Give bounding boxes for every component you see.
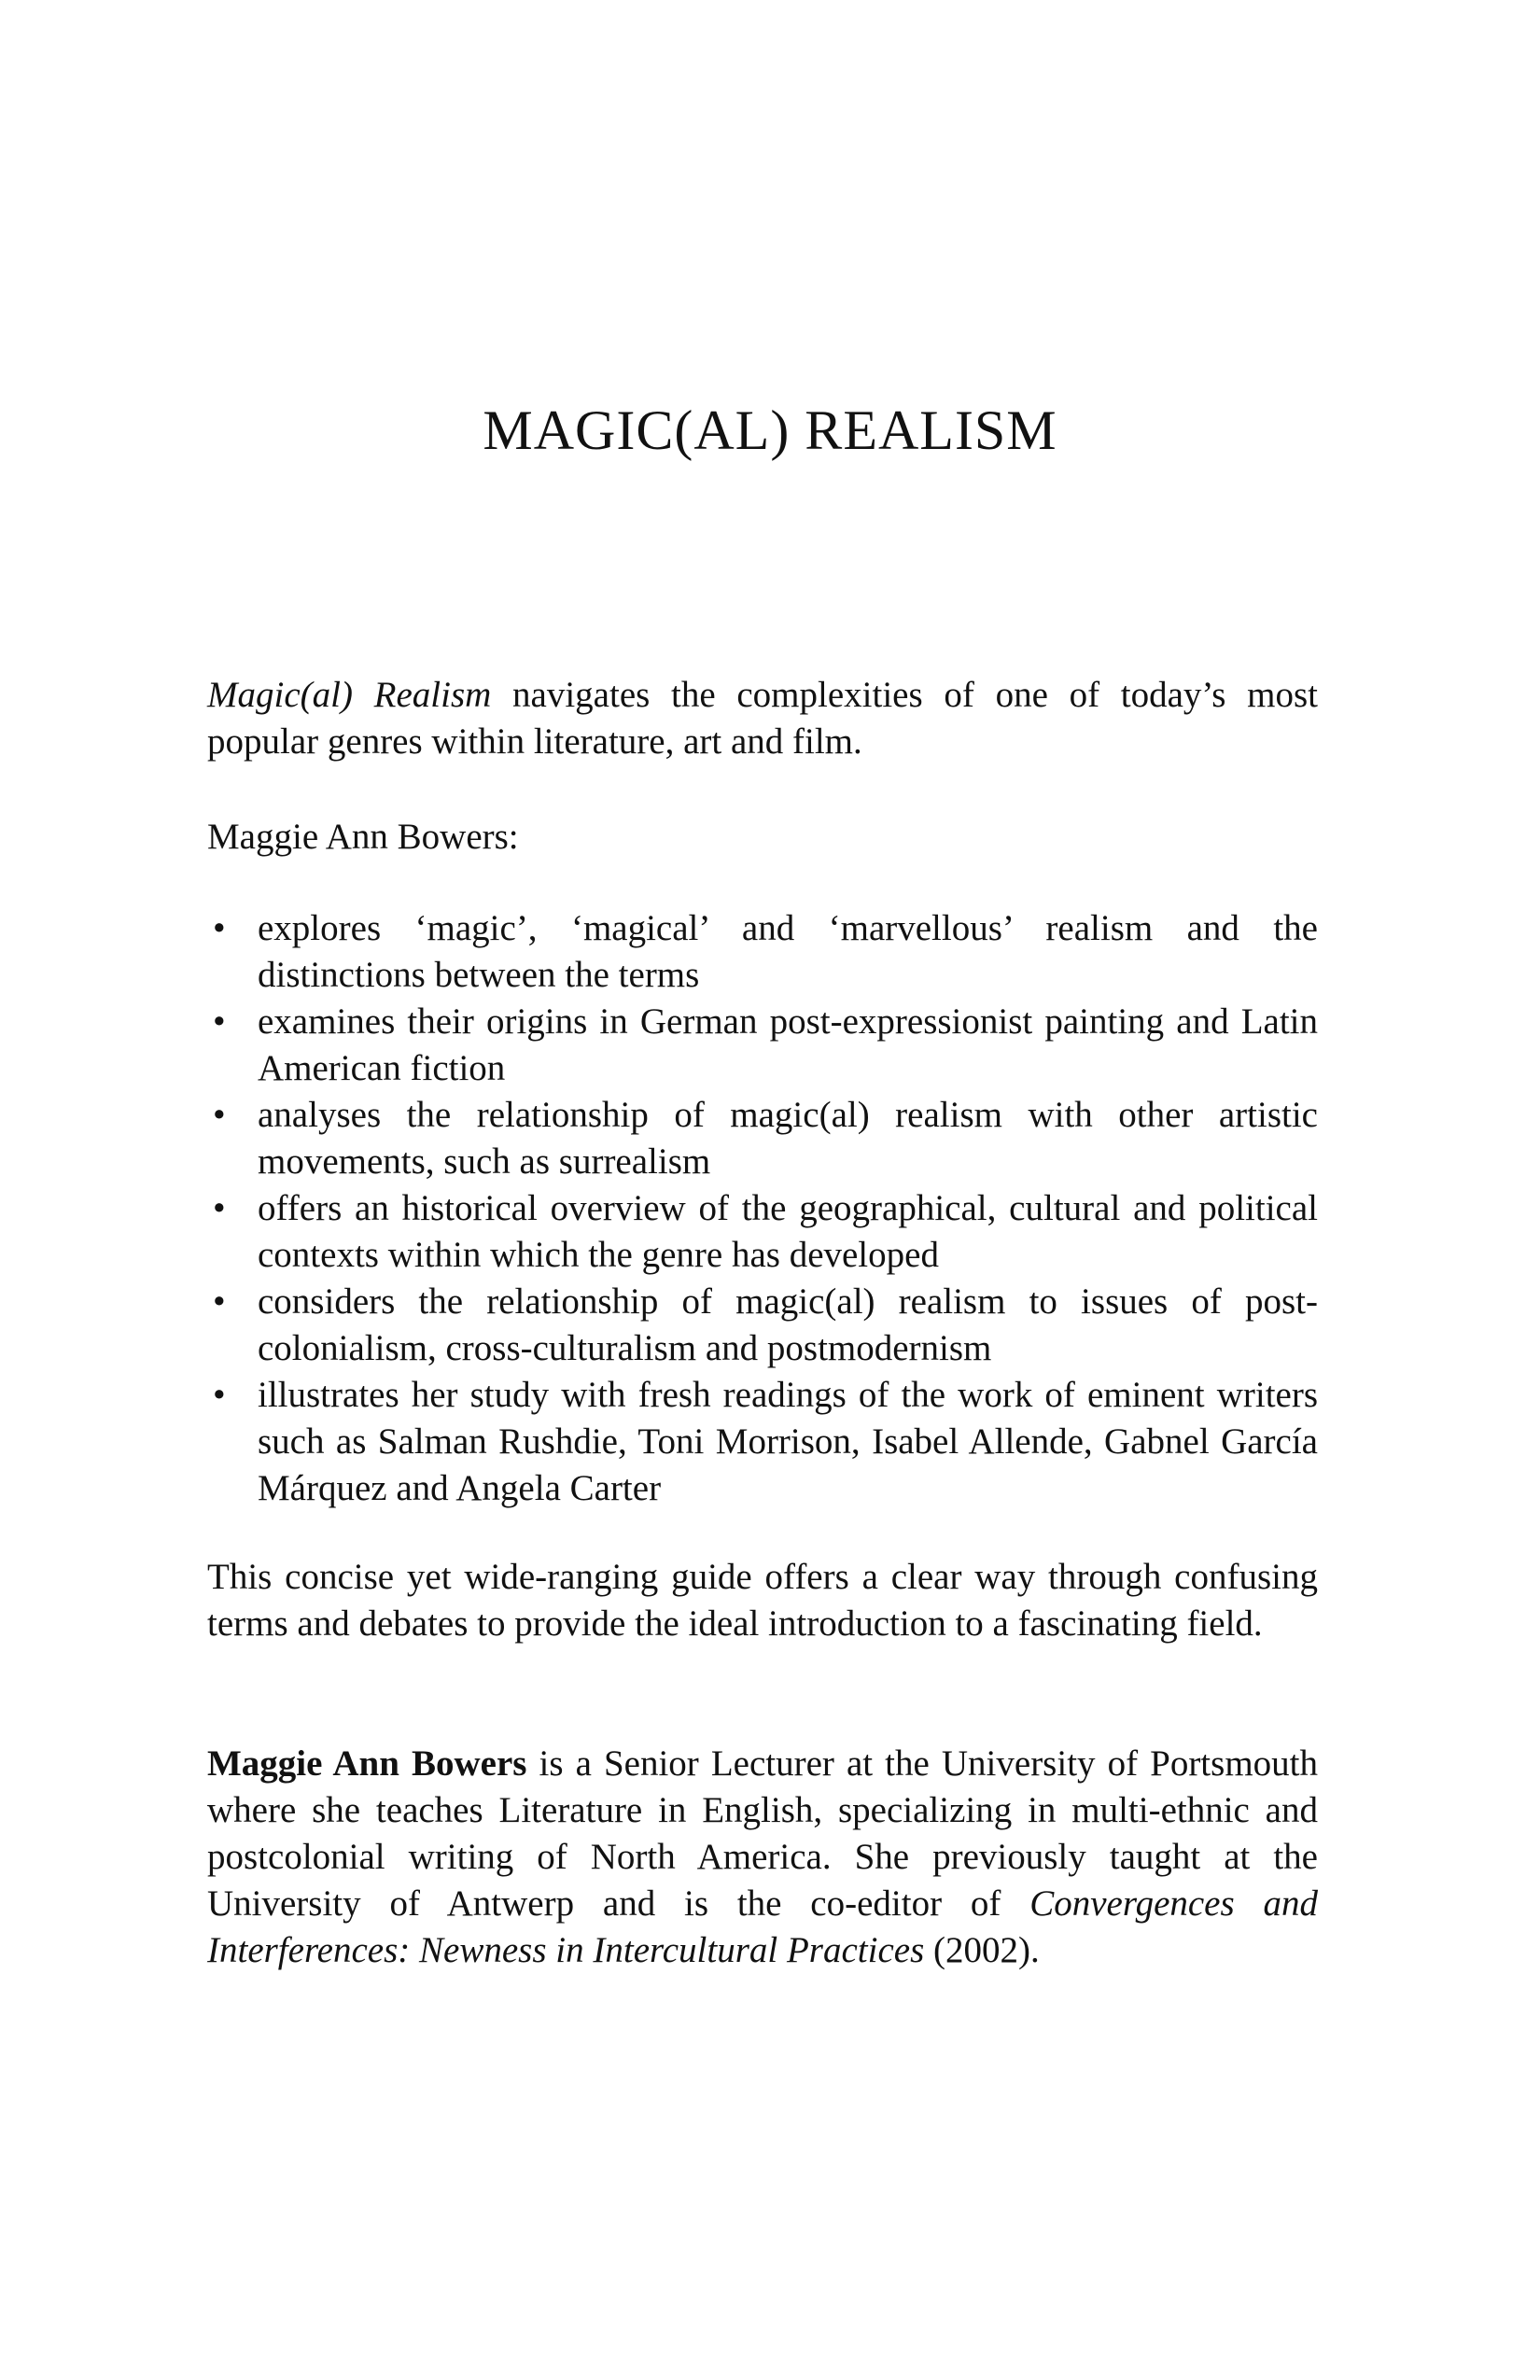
bullet-icon: • <box>213 908 226 948</box>
author-lead: Maggie Ann Bowers: <box>207 817 519 857</box>
list-item <box>207 1092 1318 1185</box>
bullet-icon: • <box>213 1001 226 1042</box>
list-item-text: explores ‘magic’, ‘magical’ and ‘marvellous’ realism and the distinctions between the terms <box>258 908 1318 995</box>
bullet-icon: • <box>213 1281 226 1322</box>
list-item-text: illustrates her study with fresh readings of the work of eminent writers such as Salman Rushdie, Toni Morrison, Isabel Allende, Gabnel García Márquez and Angela Carter <box>258 1375 1318 1508</box>
list-item <box>207 1185 1318 1279</box>
list-item-text: analyses the relationship of magic(al) realism with other artistic movements, such as surrealism <box>258 1095 1318 1182</box>
coedited-book-title: Convergences and Interferences: Newness in Intercultural Practices <box>207 1883 1318 1970</box>
intro-text: navigates the complexities of one of today’s most popular genres within literature, art and film. <box>207 675 1319 762</box>
summary-paragraph: This concise yet wide-ranging guide offers a clear way through confusing terms and debates to provide the ideal introduction to a fascinating field. <box>207 1557 1318 1644</box>
list-item-text: considers the relationship of magic(al) realism to issues of post-colonialism, cross-culturalism and postmodernism <box>258 1281 1318 1368</box>
bullet-icon: • <box>213 1375 226 1415</box>
page-title: MAGIC(AL) REALISM <box>483 399 1057 461</box>
list-item <box>207 1279 1318 1372</box>
bullet-icon: • <box>213 1188 226 1228</box>
bio-text: is a Senior Lecturer at the University of Portsmouth where she teaches Literature in English, specializing in multi-ethnic and postcolonial writing of North America. She previously taught at the University of Antwerp and is the co-editor of <box>207 1743 1318 1924</box>
intro-paragraph <box>207 672 1318 765</box>
list-item-text: examines their origins in German post-expressionist painting and Latin American fiction <box>258 1001 1318 1088</box>
list-item <box>207 905 1318 999</box>
feature-list <box>207 905 1318 1512</box>
book-title-italic: Magic(al) Realism <box>207 675 492 715</box>
author-bio <box>207 1741 1318 1974</box>
author-name: Maggie Ann Bowers <box>207 1743 527 1784</box>
bullet-icon: • <box>213 1095 226 1135</box>
bio-year: (2002). <box>924 1930 1040 1970</box>
list-item <box>207 999 1318 1092</box>
list-item-text: offers an historical overview of the geographical, cultural and political contexts within which the genre has developed <box>258 1188 1318 1275</box>
list-item <box>207 1372 1318 1512</box>
